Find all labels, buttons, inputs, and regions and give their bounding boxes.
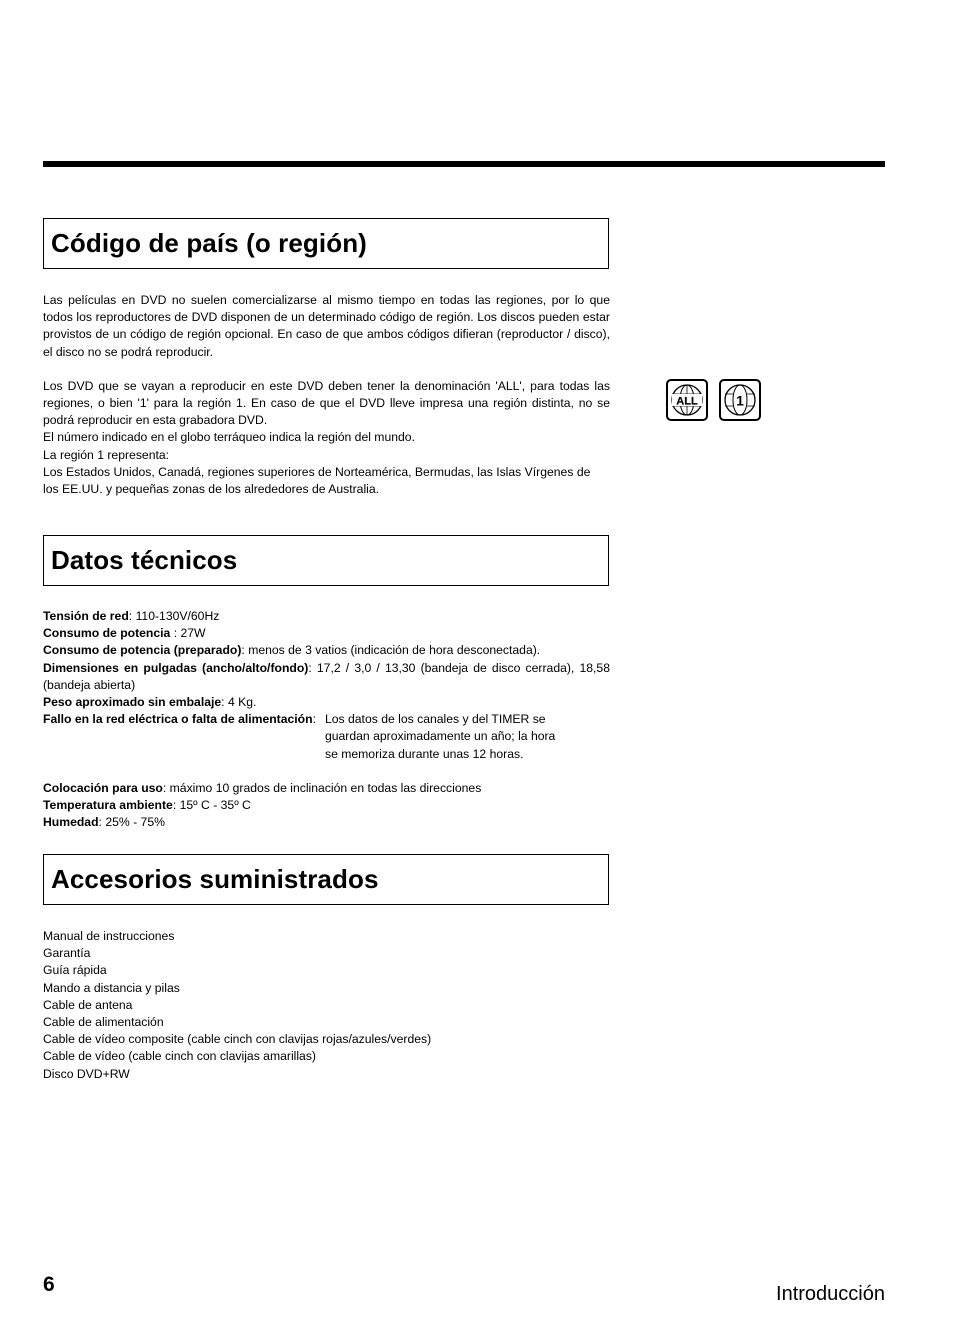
specs-section-title: Datos técnicos (51, 545, 238, 575)
spec-value: 110-130V/60Hz (135, 609, 220, 623)
spec-separator: : (221, 695, 228, 710)
spec-line (43, 642, 610, 659)
accessories-section-header (43, 854, 609, 905)
accessory-item: Mando a distancia y pilas (43, 980, 180, 995)
chapter-title: Introducción (776, 1283, 885, 1305)
spec-label: Temperatura ambiente (43, 798, 173, 813)
spec-value: 4 Kg. (227, 695, 257, 710)
spec-label: Consumo de potencia (43, 626, 171, 641)
spec-line (43, 660, 610, 694)
spec-label: Tensión de red (43, 609, 129, 623)
spec-separator: : (170, 626, 181, 641)
accessory-item: Guía rápida (43, 963, 107, 978)
spec-separator: : (128, 609, 136, 623)
accessories-section-title: Accesorios suministrados (51, 864, 379, 894)
spec-label: Peso aproximado sin embalaje (43, 695, 222, 710)
accessory-item: Cable de vídeo composite (cable cinch con clavijas rojas/azules/verdes) (43, 1032, 432, 1047)
spec-label: Fallo en la red eléctrica o falta de alimentación (43, 712, 313, 727)
spec-line (43, 625, 610, 642)
specs-section-body (43, 608, 610, 831)
region-section-title: Código de país (o región) (51, 228, 367, 258)
specs-section-header (43, 535, 609, 586)
spec-value: máximo 10 grados de inclinación en todas las direcciones (169, 780, 482, 795)
spec-value: 25% - 75% (105, 815, 165, 830)
spec-value: 27W (180, 626, 206, 641)
spec-value: 15º C - 35º C (179, 798, 251, 813)
accessories-section-body (43, 928, 610, 1083)
region-line-4: La región 1 representa: (43, 447, 170, 462)
spec-separator: : (162, 780, 170, 795)
spec-line (43, 694, 610, 711)
accessory-item: Cable de antena (43, 997, 133, 1012)
spec-value: 17,2 / 3,0 / 13,30 (bandeja de disco cerrada), 18,58 (bandeja abierta) (43, 660, 610, 692)
spec-power-failure: Fallo en la red eléctrica o falta de alimentación: Los datos de los canales y del TIMER se guardan aproximadamente un año; la hora se memoriza durante unas 12 horas. (43, 711, 610, 763)
spec-value: Los datos de los canales y del TIMER se guardan aproximadamente un año; la hora se memoriza durante unas 12 horas. (324, 712, 556, 761)
region-section-body (43, 292, 610, 498)
spec-line (43, 814, 610, 831)
accessories-list (43, 928, 610, 1083)
spec-separator: : (98, 815, 106, 830)
region-all-label: ALL (676, 395, 698, 408)
specs-list-2 (43, 780, 610, 832)
region-paragraph-2: Los DVD que se vayan a reproducir en este DVD deben tener la denominación 'ALL', para todas las regiones, o bien '1' para la región 1. En caso de que el DVD lleve impresa una región distinta, no se podrá reproducir en esta grabadora DVD. (43, 378, 610, 428)
globe-region-all-icon (666, 379, 708, 421)
specs-list (43, 608, 610, 711)
spec-line (43, 608, 610, 625)
accessory-item: Manual de instrucciones (43, 929, 175, 943)
accessory-item: Cable de vídeo (cable cinch con clavijas amarillas) (43, 1049, 316, 1064)
spec-value: menos de 3 vatios (indicación de hora desconectada). (248, 643, 541, 658)
spec-label: Colocación para uso (43, 780, 163, 795)
spec-separator: : (241, 643, 249, 658)
spec-separator: : (308, 660, 317, 675)
region-line-5: Los Estados Unidos, Canadá, regiones superiores de Norteamérica, Bermudas, las Islas Vírgenes de los EE.UU. y pequeñas zonas de los alrededores de Australia. (43, 464, 591, 497)
accessory-item: Cable de alimentación (43, 1015, 164, 1030)
region-logos (666, 379, 761, 421)
accessory-item: Disco DVD+RW (43, 1066, 130, 1081)
region-1-label: 1 (736, 392, 744, 409)
region-line-3: El número indicado en el globo terráqueo indica la región del mundo. (43, 430, 415, 445)
spec-line (43, 780, 610, 797)
top-rule (43, 161, 885, 167)
accessory-item: Garantía (43, 946, 91, 961)
spec-label: Humedad (43, 815, 99, 830)
spec-label: Consumo de potencia (preparado) (43, 643, 242, 658)
region-paragraph-1: Las películas en DVD no suelen comercializarse al mismo tiempo en todas las regiones, por lo que todos los reproductores de DVD disponen de un determinado código de región. Los discos pueden estar provistos de un código de región opcional. En caso de que ambos códigos difieran (reproductor / disco), el disco no se podrá reproducir. (43, 293, 610, 359)
region-section-header (43, 218, 609, 269)
spec-line (43, 797, 610, 814)
page-number: 6 (43, 1273, 55, 1296)
spec-separator: : (172, 798, 180, 813)
globe-region-1-icon (719, 379, 761, 421)
spec-label: Dimensiones en pulgadas (ancho/alto/fondo) (43, 660, 309, 675)
